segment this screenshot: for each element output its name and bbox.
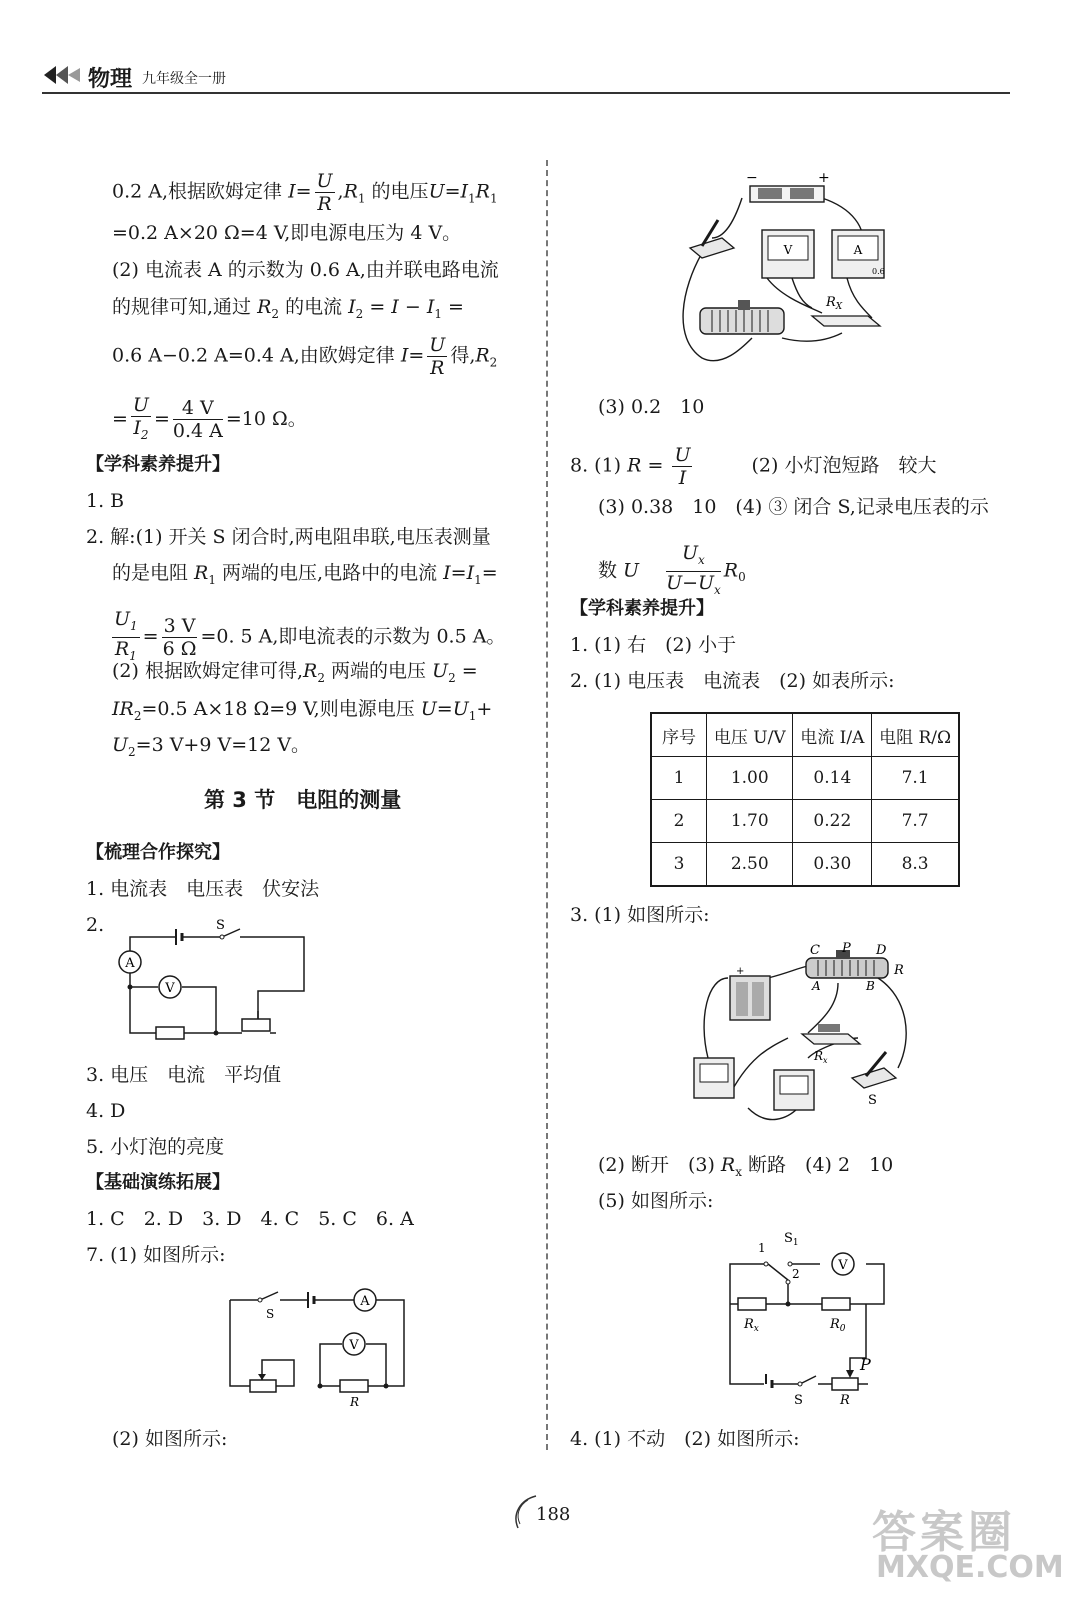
study-1: 1. 电流表 电压表 伏安法 bbox=[86, 878, 320, 900]
label-c: C bbox=[810, 943, 820, 958]
basic-7: 7. (1) 如图所示: bbox=[86, 1244, 226, 1266]
voltmeter-label: V bbox=[783, 243, 793, 257]
table-row bbox=[651, 800, 959, 843]
resistor-label: R bbox=[840, 1393, 850, 1408]
left-line-6: = $\frac{U}{I_2}$ = $\frac{4 V}{0.4 A}$ =10 Ω。 bbox=[112, 394, 307, 443]
table-cell: 0.14 bbox=[793, 757, 872, 800]
column-divider bbox=[546, 160, 548, 1450]
study-4: 4. D bbox=[86, 1100, 126, 1122]
switch-position-2: 2 bbox=[792, 1267, 800, 1281]
rx-label: $R_x$ bbox=[744, 1317, 759, 1334]
answer-2-line-3: $\frac{U_1}{R_1}$ = $\frac{3 V}{6 \Omega}$ =0. 5 A,即电流表的示数为 0.5 A。 bbox=[114, 608, 506, 663]
data-table bbox=[650, 712, 960, 887]
switch-icon bbox=[690, 238, 734, 258]
section-heading: 【学科素养提升】 bbox=[570, 598, 714, 619]
resistor-icon bbox=[802, 1034, 860, 1044]
label-r: R bbox=[894, 963, 904, 978]
section-heading: 【学科素养提升】 bbox=[86, 454, 230, 475]
right-p3-2: (2) 断开 (3) $R_x$ 断路 (4) 2 10 bbox=[598, 1154, 894, 1179]
ammeter-scale: 0.6 bbox=[872, 267, 885, 276]
label-a: A bbox=[812, 979, 821, 993]
switch-label: S bbox=[216, 918, 225, 933]
table-header-row bbox=[651, 713, 959, 757]
right-p3-5: (5) 如图所示: bbox=[598, 1190, 714, 1212]
page-number: 188 bbox=[536, 1504, 571, 1525]
study-3: 3. 电压 电流 平均值 bbox=[86, 1064, 282, 1086]
header-rule bbox=[42, 92, 1010, 94]
section-heading: 【梳理合作探究】 bbox=[86, 842, 230, 863]
table-header: 电压 U/V bbox=[707, 713, 793, 757]
table-cell: 8.3 bbox=[872, 843, 959, 887]
watermark-line1: 答案圈 bbox=[872, 1507, 1016, 1558]
right-p3: 3. (1) 如图所示: bbox=[570, 904, 710, 926]
table-cell: 2.50 bbox=[707, 843, 793, 887]
ammeter-label: A bbox=[853, 243, 863, 257]
label-d: D bbox=[876, 943, 887, 958]
answer-2-line-2: 的是电阻 $R_1$ 两端的电压,电路中的电流 $I=I_1=$ bbox=[112, 562, 498, 587]
switch-label: S bbox=[794, 1393, 803, 1408]
table-cell: 0.30 bbox=[793, 843, 872, 887]
circuit-diagram-voltammetry bbox=[110, 915, 310, 1045]
apparatus-diagram-top bbox=[672, 168, 892, 383]
table-row bbox=[651, 843, 959, 887]
rx-label: $R_X$ bbox=[826, 295, 843, 312]
table-cell: 7.7 bbox=[872, 800, 959, 843]
table-header: 序号 bbox=[651, 713, 707, 757]
header-grade: 九年级全一册 bbox=[142, 71, 226, 87]
table-header: 电流 I/A bbox=[793, 713, 872, 757]
header-subject: 物理 bbox=[88, 67, 133, 92]
resistor-label: R bbox=[350, 1395, 360, 1407]
right-answer-8-2: (3) 0.38 10 (4) ③ 闭合 S,记录电压表的示 bbox=[598, 496, 989, 518]
voltmeter-label: V bbox=[165, 981, 175, 996]
switch-label: S bbox=[266, 1307, 275, 1321]
resistor-icon bbox=[812, 316, 880, 326]
answer-2-line-5: $IR_2=0.5$ A×18 Ω=9 V,则电源电压 $U=U_1+$ bbox=[112, 698, 493, 723]
left-line-3: (2) 电流表 A 的示数为 0.6 A,由并联电路电流 bbox=[112, 259, 499, 281]
ammeter-label: A bbox=[125, 956, 135, 971]
apparatus-diagram-p3 bbox=[688, 938, 918, 1138]
circuit-diagram-p3-5 bbox=[720, 1228, 890, 1408]
right-p4: 4. (1) 不动 (2) 如图所示: bbox=[570, 1428, 800, 1450]
right-answer-8: 8. (1) R = $\frac{U}{I}$ (2) 小灯泡短路 较大 bbox=[570, 444, 937, 489]
answer-2-line-6: $U_2=3$ V+9 V=12 V。 bbox=[112, 734, 311, 759]
switch-position-1: 1 bbox=[758, 1241, 766, 1255]
right-p2: 2. (1) 电压表 电流表 (2) 如表所示: bbox=[570, 670, 895, 692]
table-header: 电阻 R/Ω bbox=[872, 713, 959, 757]
voltmeter-label: V bbox=[838, 1258, 848, 1273]
rx-label: $R_x$ bbox=[814, 1049, 828, 1065]
left-line-4: 的规律可知,通过 $R_2$ 的电流 $I_2 = I - I_1$ = bbox=[112, 296, 464, 321]
rheostat-icon bbox=[700, 308, 784, 334]
answer-1: 1. B bbox=[86, 490, 125, 512]
study-5: 5. 小灯泡的亮度 bbox=[86, 1136, 225, 1158]
right-answer-3: (3) 0.2 10 bbox=[598, 396, 705, 418]
slider-p-label: P bbox=[860, 1355, 871, 1374]
battery-plus: + bbox=[818, 170, 830, 186]
right-p1: 1. (1) 右 (2) 小于 bbox=[570, 634, 737, 656]
table-cell: 0.22 bbox=[793, 800, 872, 843]
voltmeter-label: V bbox=[349, 1338, 359, 1353]
ammeter-label: A bbox=[360, 1294, 370, 1309]
switch-s1-label: $S_1$ bbox=[784, 1231, 799, 1248]
left-line-1: 0.2 A,根据欧姆定律 I= $\frac{U}{R}$ $,R_1$ 的电压$U=I_1R_1$ bbox=[112, 170, 498, 215]
battery-plus: + bbox=[736, 966, 745, 977]
table-cell: 1 bbox=[651, 757, 707, 800]
watermark-line2: MXQE.COM bbox=[876, 1550, 1064, 1585]
table-cell: 1.00 bbox=[707, 757, 793, 800]
switch-icon bbox=[852, 1068, 896, 1088]
study-2: 2. bbox=[86, 914, 105, 936]
table-cell: 3 bbox=[651, 843, 707, 887]
left-line-2: =0.2 A×20 Ω=4 V,即电源电压为 4 V。 bbox=[112, 222, 462, 244]
section-title: 第 3 节 电阻的测量 bbox=[204, 788, 402, 812]
table-cell: 7.1 bbox=[872, 757, 959, 800]
basic-7-2: (2) 如图所示: bbox=[112, 1428, 228, 1450]
answer-2-line-4: (2) 根据欧姆定律可得$,R_2$ 两端的电压 $U_2$ = bbox=[112, 660, 478, 685]
right-answer-8-3: 数 U $\frac{U_x}{U-U_x}$ $R_0$ bbox=[598, 542, 746, 597]
circuit-diagram-q7 bbox=[222, 1282, 412, 1407]
table-cell: 2 bbox=[651, 800, 707, 843]
table-row bbox=[651, 757, 959, 800]
r0-label: $R_0$ bbox=[830, 1317, 846, 1334]
label-b: B bbox=[866, 979, 875, 993]
answer-2-line-1: 2. 解:(1) 开关 S 闭合时,两电阻串联,电压表测量 bbox=[86, 526, 491, 548]
section-heading: 【基础演练拓展】 bbox=[86, 1172, 230, 1193]
battery-minus: − bbox=[746, 170, 758, 186]
table-cell: 1.70 bbox=[707, 800, 793, 843]
left-line-5: 0.6 A−0.2 A=0.4 A,由欧姆定律 I= $\frac{U}{R}$ 得$,R_2$ bbox=[112, 334, 498, 379]
switch-label: S bbox=[868, 1093, 877, 1108]
basic-1-6: 1. C 2. D 3. D 4. C 5. C 6. A bbox=[86, 1208, 414, 1230]
label-p: P bbox=[842, 941, 851, 956]
header-logo-icon bbox=[42, 64, 82, 86]
